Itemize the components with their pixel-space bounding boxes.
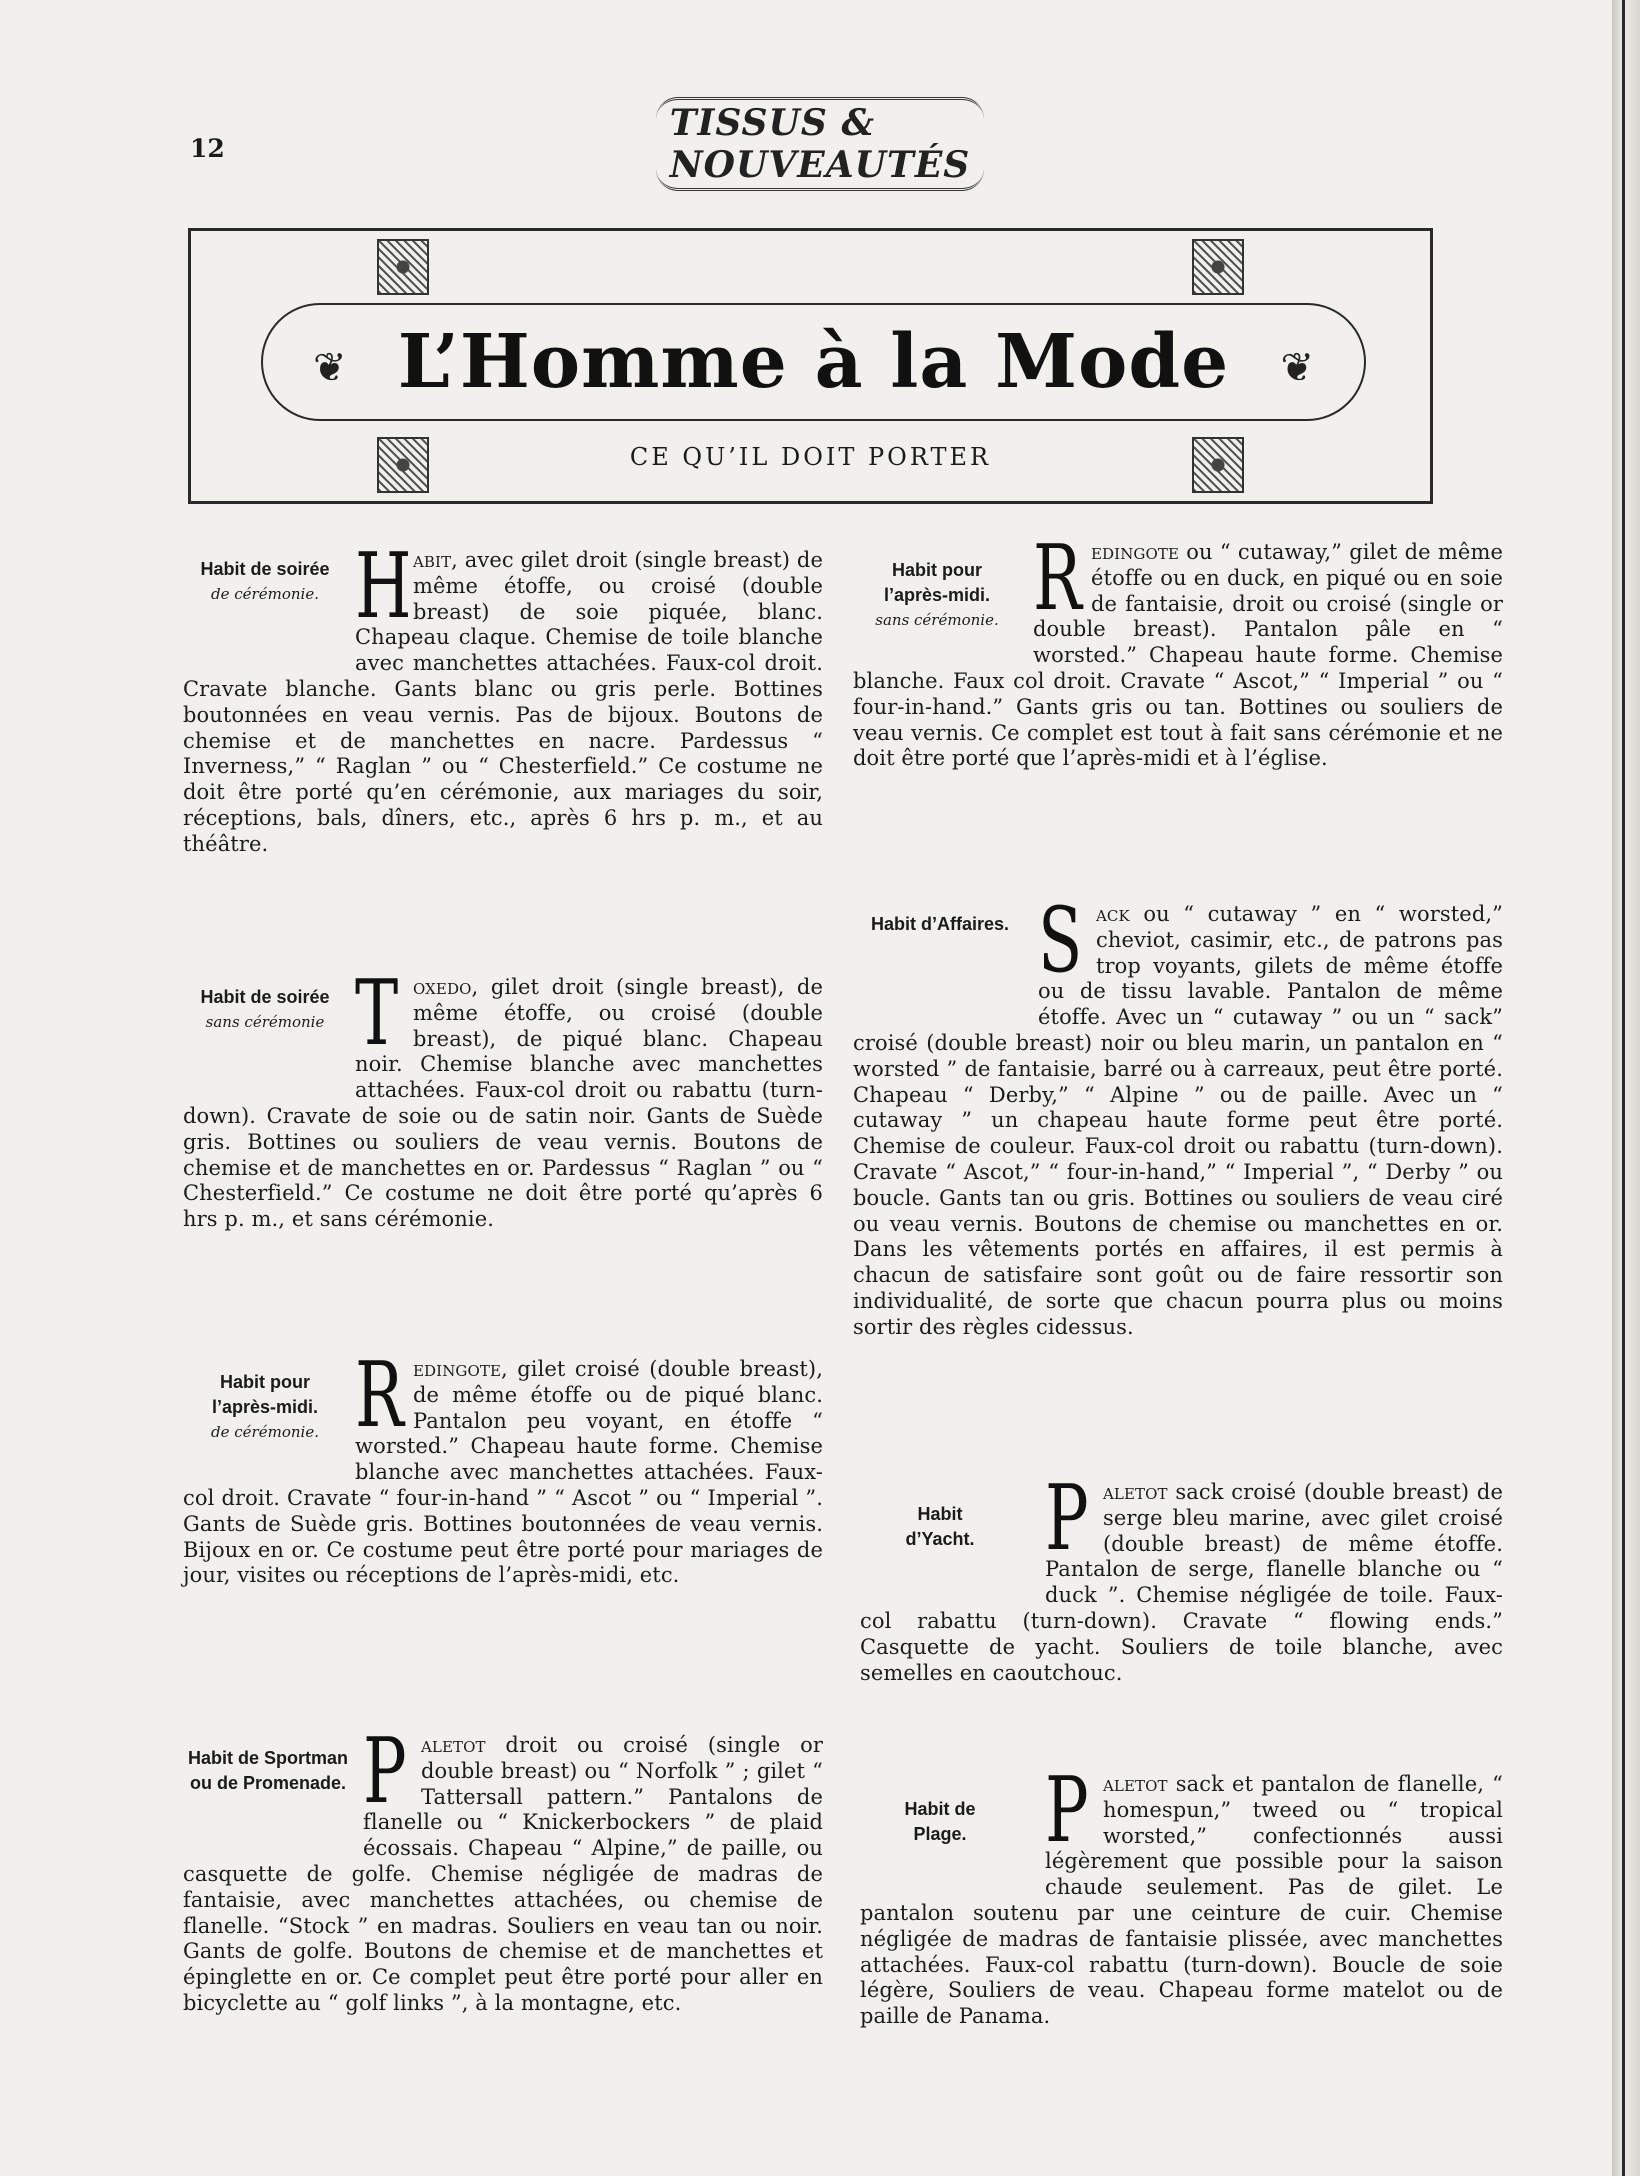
section-label-text: Habit de Sportman ou de Promenade. <box>188 1748 349 1793</box>
section-text <box>860 1758 1503 2030</box>
drop-cap: P <box>1045 1758 1089 1863</box>
section-sublabel: de cérémonie. <box>211 1423 319 1441</box>
drop-cap: P <box>363 1719 407 1824</box>
section-sublabel: sans cérémonie. <box>875 611 999 629</box>
lead-word: edingote, <box>413 1357 508 1381</box>
section-body: sack et pantalon de flanelle, “ homespun,” tweed ou “ tropical worsted,” confectionnés aussi légèrement que possible pour la saison chaude seulement. Pas de gilet. Le pantalon soutenu par une ceinture de cuir. Chemise négligée de madras de fantaisie plissée, avec manchettes attachées. Faux-col rabattu (turn-down). Boucle de soie légère, Souliers de veau. Chapeau forme matelot ou de paille de Panama. <box>860 1772 1503 2029</box>
section-text <box>183 961 823 1233</box>
section-text <box>853 526 1503 772</box>
lead-word: ack <box>1096 902 1130 926</box>
page-subtitle: CE QU’IL DOIT PORTER <box>629 443 992 471</box>
drop-cap: S <box>1038 888 1083 993</box>
lead-word: aletot <box>1103 1772 1168 1796</box>
title-frame <box>188 228 1433 504</box>
section-sublabel: de cérémonie. <box>211 585 319 603</box>
section-label-text: Habit pour l’après-midi. <box>883 560 991 605</box>
section-text <box>183 534 823 858</box>
lead-word: aletot <box>1103 1480 1168 1504</box>
page-title: L’Homme à la Mode <box>397 319 1230 405</box>
lead-word: edingote <box>1091 540 1180 564</box>
masthead-logo <box>660 102 980 186</box>
section-sublabel: sans cérémonie <box>205 1013 325 1031</box>
title-oval <box>261 303 1366 421</box>
drop-cap: R <box>1033 526 1082 631</box>
section-body: gilet droit (single breast), de même étoffe, ou croisé (double breast), de piqué blanc. Chapeau noir. Chemise blanche avec manchettes attachées. Faux-col droit ou rabattu (turn-down). Cravate de soie ou de satin noir. Gants de Suède gris. Bottines ou souliers de veau vernis. Boutons de chemise et de manchettes en or. Pardessus “ Raglan ” ou “ Chesterfield.” Ce costume ne doit être porté qu’après 6 hrs p. m., et sans cérémonie. <box>183 975 823 1232</box>
lead-word: abit, <box>413 548 458 572</box>
section-label-text: Habit de Plage. <box>904 1799 976 1844</box>
section-body: gilet croisé (double breast), de même étoffe ou de piqué blanc. Pantalon peu voyant, en étoffe “ worsted.” Chapeau haute forme. Chemise blanche avec manchettes attachées. Faux-col droit. Cravate “ four-in-hand ” “ Ascot ” ou “ Imperial ”. Gants de Suède gris. Bottines boutonnées de veau vernis. Bijoux en or. Ce costume peut être porté pour mariages de jour, visites ou réceptions de l’après-midi, etc. <box>183 1357 823 1588</box>
section-label-text: Habit d’Affaires. <box>870 914 1010 934</box>
section-text <box>853 888 1503 1341</box>
ornament-icon <box>1192 239 1244 295</box>
lead-word: oxedo, <box>413 975 479 999</box>
ornament-icon <box>377 239 429 295</box>
section-body: ou “ cutaway,” gilet de même étoffe ou en duck, en piqué ou en soie de fantaisie, droit ou croisé (single or double breast). Pantalon pâle en “ worsted.” Chapeau haute forme. Chemise blanche. Faux col droit. Cravate “ Ascot,” “ Imperial ” ou “ four-in-hand.” Gants gris ou tan. Bottines ou souliers de veau vernis. Ce complet est tout à fait sans cérémonie et ne doit être porté que l’après-midi et à l’église. <box>853 540 1503 771</box>
section-label-text: Habit d’Yacht. <box>905 1504 975 1549</box>
page-number: 12 <box>190 134 225 163</box>
section-label-text: Habit de soirée <box>200 987 330 1007</box>
section-body: ou “ cutaway ” en “ worsted,” cheviot, casimir, etc., de patrons pas trop voyants, gilets de même étoffe ou de tissu lavable. Pantalon de même étoffe. Avec un “ cutaway ” ou un “ sack” croisé (double breast) noir ou bleu marin, un pantalon en “ worsted ” de fantaisie, barré ou à carreaux, peut être porté. Chapeau “ Derby,” “ Alpine ” ou de paille. Avec un “ cutaway ” un chapeau haute forme peut être porté. Chemise de couleur. Faux-col droit ou rabattu (turn-down). Cravate “ Ascot,” “ four-in-hand,” “ Imperial ”, “ Derby ” ou boucle. Gants tan ou gris. Bottines ou souliers de veau ciré ou veau vernis. Boutons de chemise ou manchettes en or. Dans les vêtements portés en affaires, il est permis à chacun de satisfaire sont goût ou de faire ressortir son individualité, de sorte que chacun pourra plus ou moins sortir des règles cidessus. <box>853 902 1503 1339</box>
drop-cap: P <box>1045 1466 1089 1571</box>
masthead-text: TISSUS & NOUVEAUTÉS <box>656 97 985 191</box>
section-label-text: Habit pour l’après-midi. <box>211 1372 319 1417</box>
drop-cap: T <box>355 961 399 1066</box>
drop-cap: H <box>355 534 412 639</box>
section-body: droit ou croisé (single or double breast) ou “ Norfolk ” ; gilet “ Tattersall pattern.” Pantalons de flanelle ou “ Knickerbockers ” de plaid écossais. Chapeau “ Alpine,” de paille, ou casquette de golfe. Chemise négligée de madras de fantaisie, avec manchettes attachées, ou chemise de flanelle. “Stock ” en madras. Souliers en veau tan ou noir. Gants de golfe. Boutons de chemise et de manchettes et épinglette en or. Ce complet peut être porté pour aller en bicyclette au “ golf links ”, à la montagne, etc. <box>183 1733 823 2015</box>
section-text <box>183 1719 823 2017</box>
page-edge <box>1612 0 1640 2176</box>
drop-cap: R <box>355 1343 404 1448</box>
section-body: sack croisé (double breast) de serge bleu marine, avec gilet croisé (double breast) de même étoffe. Pantalon de serge, flanelle blanche ou “ duck ”. Chemise négligée de toile. Faux-col rabattu (turn-down). Cravate “ flowing ends.” Casquette de yacht. Souliers de toile blanche, avec semelles en caoutchouc. <box>860 1480 1503 1685</box>
section-label-text: Habit de soirée <box>200 559 330 579</box>
section-text <box>860 1466 1503 1686</box>
section-text <box>183 1343 823 1589</box>
fleuron-icon: ❦ <box>313 345 347 391</box>
fleuron-icon: ❦ <box>1280 345 1314 391</box>
section-body: avec gilet droit (single breast) de même étoffe, ou croisé (double breast) de soie piquée, blanc. Chapeau claque. Chemise de toile blanche avec manchettes attachées. Faux-col droit. Cravate blanche. Gants blanc ou gris perle. Bottines boutonnées en veau vernis. Pas de bijoux. Boutons de chemise et de manchettes en nacre. Pardessus “ Inverness,” “ Raglan ” ou “ Chesterfield.” Ce costume ne doit être porté qu’en cérémonie, aux mariages du soir, réceptions, bals, dîners, etc., après 6 hrs p. m., et au théâtre. <box>183 548 823 856</box>
lead-word: aletot <box>421 1733 486 1757</box>
